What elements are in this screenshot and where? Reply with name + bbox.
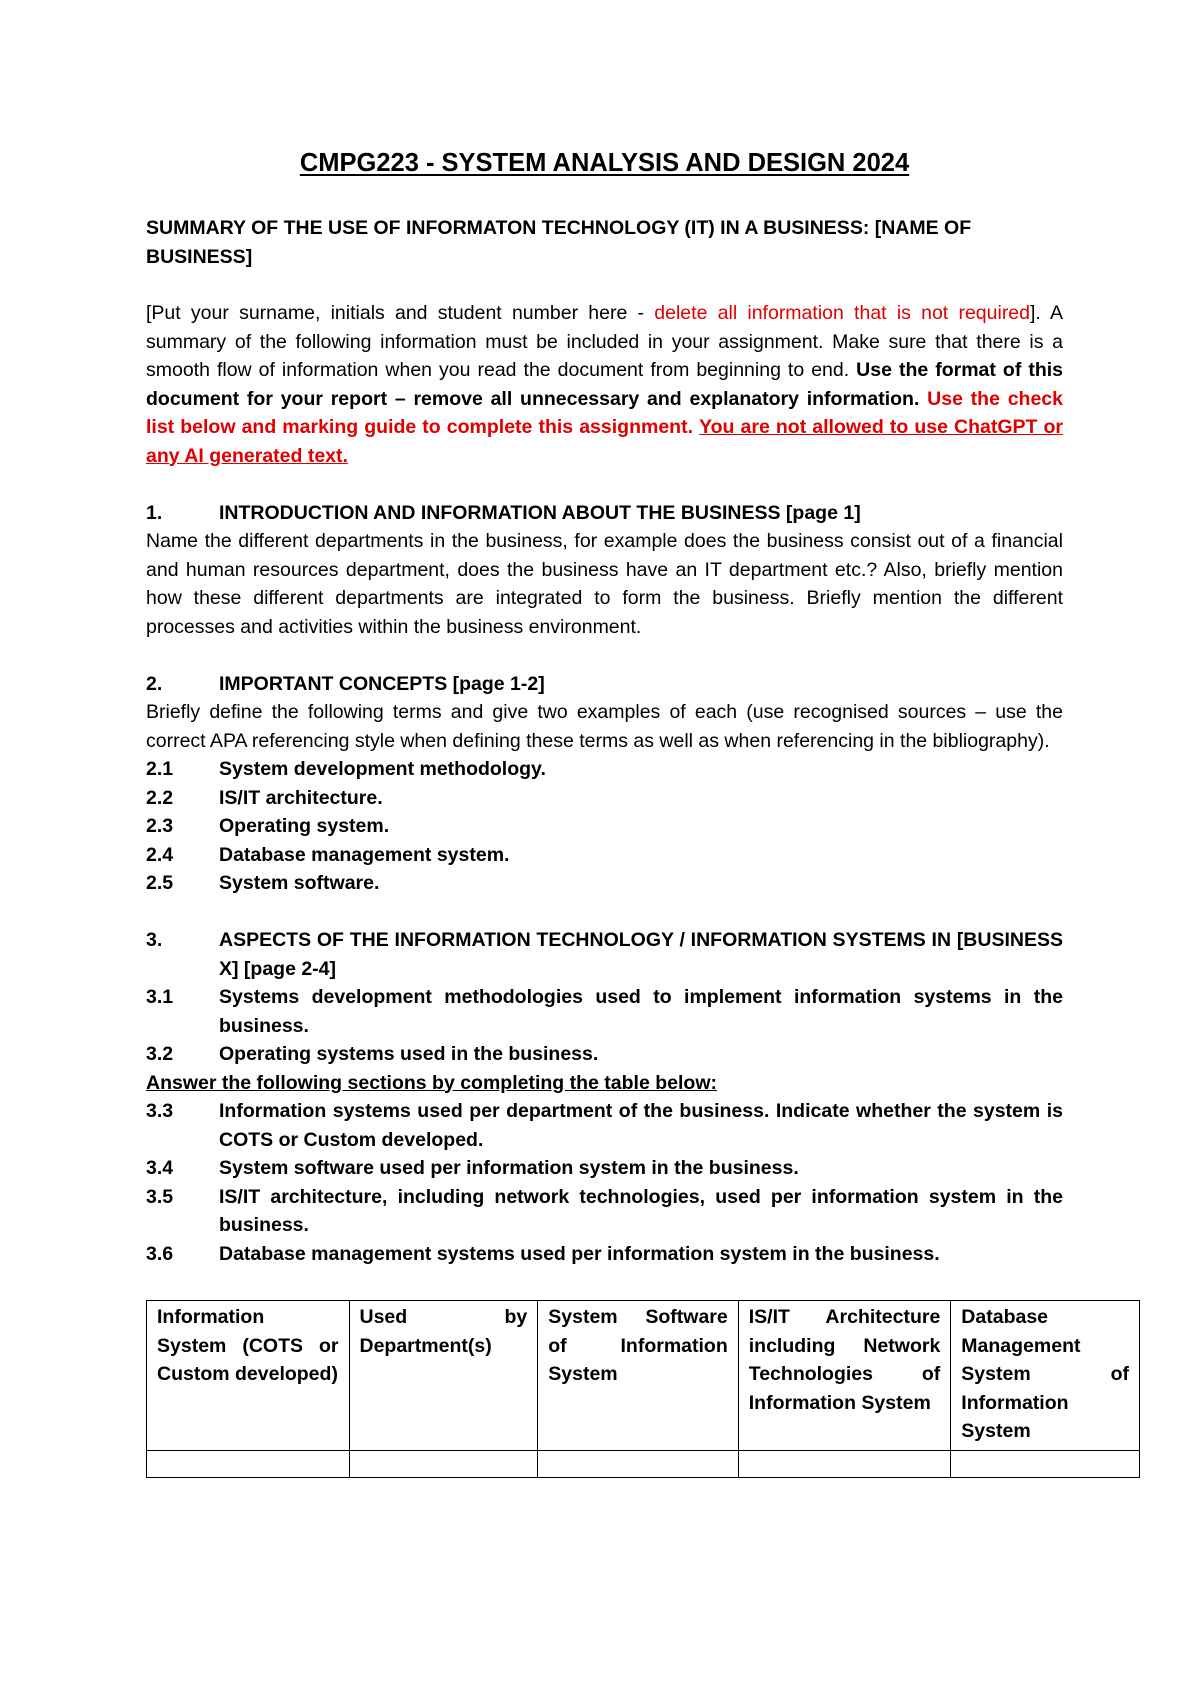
table-header-dbms: Database Management System of Information System [951, 1301, 1140, 1451]
list-item-text: IS/IT architecture, including network technologies, used per information system in the business. [219, 1185, 1063, 1236]
section-3-heading [146, 926, 1063, 983]
list-item-number: 3.2 [146, 1043, 174, 1065]
document-title: CMPG223 - SYSTEM ANALYSIS AND DESIGN 2024 [299, 149, 910, 177]
list-item-number: 2.4 [146, 843, 174, 866]
list-item-text: Database management system. [219, 843, 510, 866]
table-instruction: Answer the following sections by completing the table below: [146, 1071, 717, 1094]
table-header-information-system: Information System (COTS or Custom developed) [147, 1301, 350, 1451]
table-header-used-by-department: Used by Department(s) [349, 1301, 538, 1451]
list-item-number: 2.3 [146, 815, 174, 837]
list-item-text: System software used per information system in the business. [219, 1157, 799, 1179]
list-item [146, 1240, 1063, 1269]
list-item [146, 1097, 1063, 1154]
list-item [146, 1183, 1063, 1240]
section-3-list-b [146, 1097, 1063, 1268]
table-row [147, 1450, 1140, 1477]
document-subtitle: SUMMARY OF THE USE OF INFORMATON TECHNOLOGY (IT) IN A BUSINESS: [NAME OF BUSINESS] [146, 217, 972, 268]
list-item-number: 2.5 [146, 872, 174, 894]
table-header-architecture: IS/IT Architecture including Network Technologies of Information System [738, 1301, 951, 1451]
table-cell[interactable] [951, 1450, 1140, 1477]
intro-text-2: ]. A summary of the following information must be included in your assignment. Make sure that there is a smooth flow of information when you read the document from beginning to end. [146, 302, 1064, 381]
list-item-text: Operating system. [219, 815, 390, 837]
list-item [146, 755, 1063, 784]
list-item-number: 3.5 [146, 1185, 174, 1208]
intro-checklist-note: Use the check list below and marking guide to complete this assignment. [146, 387, 1063, 438]
list-item-number: 3.4 [146, 1157, 174, 1179]
list-item [146, 784, 1063, 813]
information-systems-table [146, 1300, 1140, 1478]
table-header-row [147, 1301, 1140, 1451]
section-2-title: IMPORTANT CONCEPTS [page 1-2] [219, 672, 545, 695]
list-item-text: System software. [219, 872, 380, 894]
document-page [146, 146, 1129, 1478]
list-item-text: Database management systems used per information system in the business. [219, 1242, 940, 1265]
intro-red-note: delete all information that is not required [654, 302, 1031, 324]
list-item-text: Operating systems used in the business. [219, 1043, 599, 1065]
section-1-number: 1. [146, 501, 163, 524]
list-item [146, 983, 1063, 1040]
section-2-list [146, 755, 1063, 898]
intro-ai-warning: You are not allowed to use ChatGPT or any AI generated text. [146, 416, 1063, 467]
list-item-number: 3.3 [146, 1100, 174, 1122]
section-1-title: INTRODUCTION AND INFORMATION ABOUT THE BUSINESS [page 1] [219, 501, 861, 524]
list-item-number: 3.1 [146, 986, 174, 1008]
intro-text-1: [Put your surname, initials and student number here - [146, 302, 655, 324]
list-item-number: 2.2 [146, 786, 174, 809]
table-header-system-software: System Software of Information System [538, 1301, 739, 1451]
section-3-list-a [146, 983, 1063, 1069]
list-item [146, 869, 1063, 898]
table-cell[interactable] [349, 1450, 538, 1477]
section-1-heading [146, 499, 1063, 528]
section-3-number: 3. [146, 929, 163, 951]
section-2-number: 2. [146, 672, 163, 695]
list-item-text: System development methodology. [219, 758, 546, 780]
list-item [146, 841, 1063, 870]
list-item [146, 1040, 1063, 1069]
list-item-number: 3.6 [146, 1242, 174, 1265]
list-item [146, 1154, 1063, 1183]
list-item [146, 812, 1063, 841]
table-cell[interactable] [538, 1450, 739, 1477]
section-2-body: Briefly define the following terms and give two examples of each (use recognised sources – use the correct APA referencing style when defining these terms as well as when referencing in the bibliography). [146, 701, 1063, 752]
list-item-text: Systems development methodologies used to implement information systems in the business. [219, 986, 1063, 1037]
section-2-heading [146, 670, 1063, 699]
section-1-body: Name the different departments in the business, for example does the business consist out of a financial and human resources department, does the business have an IT department etc.? Also, briefly mention how these different departments are integrated to form the business. Briefly mention the different processes and activities within the business environment. [146, 530, 1063, 638]
table-cell[interactable] [147, 1450, 350, 1477]
list-item-text: IS/IT architecture. [219, 786, 383, 809]
section-3-title: ASPECTS OF THE INFORMATION TECHNOLOGY / INFORMATION SYSTEMS IN [BUSINESS X] [page 2-4] [219, 929, 1063, 980]
list-item-text: Information systems used per department of the business. Indicate whether the system is COTS or Custom developed. [219, 1100, 1063, 1151]
table-cell[interactable] [738, 1450, 951, 1477]
intro-paragraph [146, 299, 1063, 470]
intro-format-note: Use the format of this document for your report – remove all unnecessary and explanatory information. [146, 359, 1063, 410]
list-item-number: 2.1 [146, 758, 174, 780]
